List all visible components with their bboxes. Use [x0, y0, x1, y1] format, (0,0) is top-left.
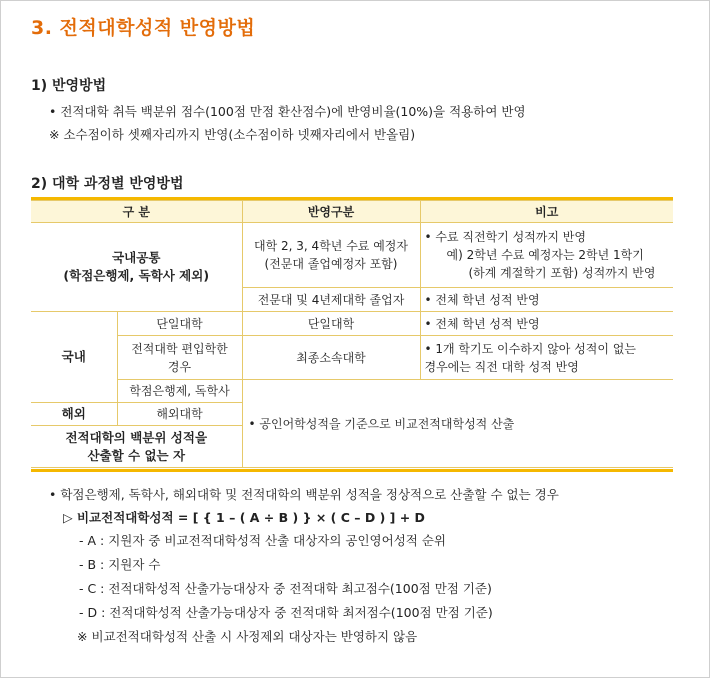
domestic-sub-transfer-note — [420, 336, 673, 380]
note1-line3: (하계 계절학기 포함) 성적까지 반영 — [468, 266, 656, 280]
overseas-label: 해외 — [31, 403, 117, 426]
formula-item-a: - A : 지원자 중 비교전적대학성적 산출 대상자의 공인영어성적 순위 — [79, 533, 446, 548]
formula-item-b: - B : 지원자 수 — [79, 557, 161, 572]
transfer-line1: 전적대학 편입학한 — [131, 341, 228, 356]
section1-bullet: • 전적대학 취득 백분위 점수(100점 만점 환산점수)에 반영비율(10%)을 적용하여 반영 — [49, 104, 526, 119]
table-row — [31, 223, 673, 288]
formula-item-c: - C : 전적대학성적 산출가능대상자 중 전적대학 최고점수(100점 만점 기준) — [79, 581, 492, 596]
no-percentile-line1: 전적대학의 백분위 성적을 — [65, 429, 208, 445]
table-header-row — [31, 201, 673, 223]
header-note: 비고 — [420, 201, 673, 223]
domestic-sub-transfer-type: 최종소속대학 — [242, 336, 420, 380]
domestic-common-type2: 전문대 및 4년제대학 졸업자 — [242, 288, 420, 312]
transfer-line2: 경우 — [167, 359, 192, 374]
transfer-note-line1: • 1개 학기도 이수하지 않아 성적이 없는 — [424, 341, 636, 356]
table-row — [31, 312, 673, 336]
merged-note-cell: • 공인어학성적을 기준으로 비교전적대학성적 산출 — [242, 380, 673, 468]
domestic-common-label: 국내공통 — [112, 250, 161, 265]
header-category: 구 분 — [31, 201, 242, 223]
domestic-sub-single-type: 단일대학 — [242, 312, 420, 336]
page-title: 3. 전적대학성적 반영방법 — [31, 17, 256, 39]
domestic-common-sublabel: (학점은행제, 독학사 제외) — [63, 268, 210, 283]
domestic-sub-credit-bank: 학점은행제, 독학사 — [117, 380, 242, 403]
table-row — [31, 336, 673, 380]
footer-note: ※ 비교전적대학성적 산출 시 사정제외 대상자는 반영하지 않음 — [77, 629, 418, 644]
header-type: 반영구분 — [242, 201, 420, 223]
domestic-common-cell — [31, 223, 242, 312]
overseas-sub: 해외대학 — [117, 403, 242, 426]
section1-heading: 1) 반영방법 — [31, 78, 107, 94]
footer-bullet: • 학점은행제, 독학사, 해외대학 및 전적대학의 백분위 성적을 정상적으로 산출할 수 없는 경우 — [49, 487, 559, 502]
domestic-sub-single: 단일대학 — [117, 312, 242, 336]
no-percentile-cell — [31, 426, 242, 468]
domestic-common-type1 — [242, 223, 420, 288]
table-bottom-bar — [31, 469, 673, 472]
note1-line2: 예) 2학년 수료 예정자는 2학년 1학기 — [446, 248, 644, 262]
formula: ▷ 비교전적대학성적 = [ { 1 – ( A ÷ B ) } × ( C – D ) ] + D — [63, 510, 425, 525]
domestic-sub-single-note: • 전체 학년 성적 반영 — [420, 312, 673, 336]
domestic-sub-transfer — [117, 336, 242, 380]
formula-item-d: - D : 전적대학성적 산출가능대상자 중 전적대학 최저점수(100점 만점 기준) — [79, 605, 493, 620]
transfer-note-line2: 경우에는 직전 대학 성적 반영 — [424, 359, 579, 374]
section2-heading: 2) 대학 과정별 반영방법 — [31, 176, 184, 192]
type1-line1: 대학 2, 3, 4학년 수료 예정자 — [254, 239, 408, 253]
domestic-common-note1 — [420, 223, 673, 288]
domestic-common-note2: • 전체 학년 성적 반영 — [420, 288, 673, 312]
section1-note: ※ 소수점이하 셋째자리까지 반영(소수점이하 넷째자리에서 반올림) — [49, 127, 416, 142]
note1-line1: • 수료 직전학기 성적까지 반영 — [424, 230, 586, 244]
table-row — [31, 380, 673, 403]
type1-line2: (전문대 졸업예정자 포함) — [264, 257, 398, 271]
no-percentile-line2: 산출할 수 없는 자 — [87, 447, 186, 463]
method-table — [31, 197, 673, 473]
domestic-label: 국내 — [31, 312, 117, 403]
method-table-grid — [31, 200, 673, 468]
